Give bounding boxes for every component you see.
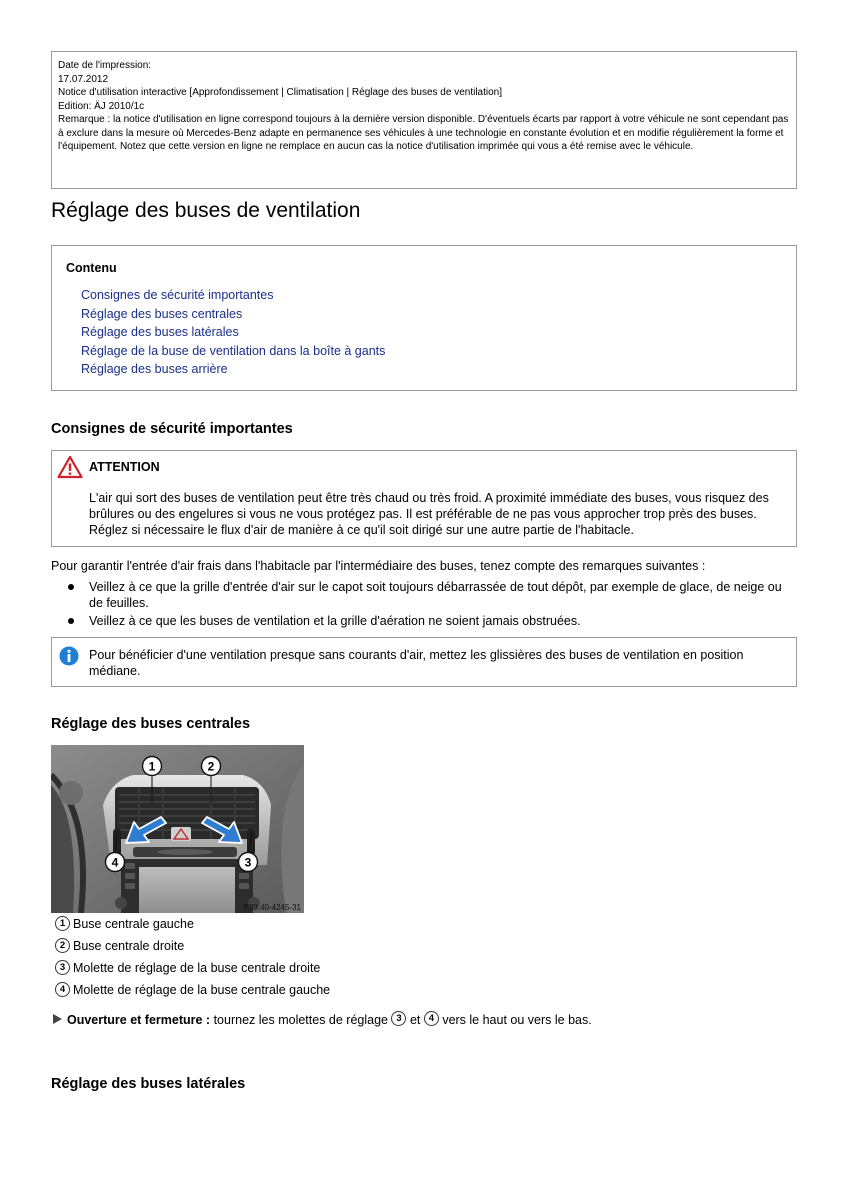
instruction-bold: Ouverture et fermeture : [67,1013,211,1027]
bullet-dot-icon [68,618,74,624]
legend-label: Buse centrale droite [73,939,185,953]
number-4-icon: 4 [424,1011,439,1026]
legend-label: Molette de réglage de la buse centrale droite [73,961,321,975]
edition: Edition: ÄJ 2010/1c [58,100,145,112]
legend-label: Buse centrale gauche [73,917,194,931]
instruction-text-after: vers le haut ou vers le bas. [438,1013,592,1027]
section-heading-safety: Consignes de sécurité importantes [51,421,293,437]
legend-label: Molette de réglage de la buse centrale gauche [73,983,331,997]
legend-number-icon: 1 [55,916,70,931]
callout-3 [239,853,258,872]
toc-link-central[interactable]: Réglage des buses centrales [81,306,243,321]
info-text: Pour bénéficier d'une ventilation presque sans courants d'air, mettez les glissières des buses de ventilation en position médiane. [89,648,744,678]
toc-title: Contenu [66,261,117,275]
svg-text:3: 3 [244,855,252,870]
number-3-icon: 3 [391,1011,406,1026]
attention-text: L'air qui sort des buses de ventilation peut être très chaud ou très froid. A proximité immédiate des buses, vous risquez des brûlures ou des engelures si vous ne vous protégez pas. Il est préférable de ne pas vous approcher trop près des buses. Réglez si nécessaire le flux d'air de manière à ce qu'il soit dirigé sur une autre partie de l'habitacle. [89,491,769,537]
toc-list [81,286,385,379]
attention-label: ATTENTION [89,460,160,474]
svg-text:2: 2 [207,759,215,774]
section-heading-lateral: Réglage des buses latérales [51,1076,246,1092]
central-vents-figure [51,745,304,913]
svg-text:1: 1 [148,759,156,774]
play-arrow-icon [53,1014,62,1024]
svg-text:4: 4 [111,855,119,870]
print-date: 17.07.2012 [58,73,109,85]
info-box [51,637,797,687]
warning-icon [57,455,83,479]
toc-link-rear[interactable]: Réglage des buses arrière [81,362,228,377]
instruction-step [53,1011,592,1029]
toc-link-glovebox[interactable]: Réglage de la buse de ventilation dans la boîte à gants [81,343,386,358]
legend-number-icon: 4 [55,982,70,997]
list-item-text: Veillez à ce que la grille d'entrée d'air sur le capot soit toujours débarrassée de tout dépôt, par exemple de glace, de neige ou de feuilles. [89,580,782,610]
callout-2 [202,757,221,776]
print-info-box [51,51,797,189]
list-item [70,579,785,611]
bullet-dot-icon [68,584,74,590]
list-item-text: Veillez à ce que les buses de ventilation et la grille d'aération ne soient jamais obstruées. [89,614,581,628]
instruction-connector: et [406,1013,424,1027]
breadcrumb: Notice d'utilisation interactive [Approfondissement | Climatisation | Réglage des buses de ventilation] [58,87,503,98]
instruction-text-before: tournez les molettes de réglage [210,1013,392,1027]
list-item [70,613,785,629]
page-title: Réglage des buses de ventilation [51,199,361,222]
legend-number-icon: 2 [55,938,70,953]
figure-code: P83.40-4245-31 [243,903,301,912]
print-date-label: Date de l'impression: [58,60,152,71]
legend-number-icon: 3 [55,960,70,975]
callout-4 [106,853,125,872]
toc-box [51,245,797,391]
remark: Remarque : la notice d'utilisation en ligne correspond toujours à la dernière version disponible. D'éventuels écarts par rapport à votre véhicule ne sont cependant pas à exclure dans la mesure où Mercedes-Benz adapte en permanence ses véhicules à une technologie en constante évolution et en modifie régulièrement la forme et l'équipement. Notez que cette version en ligne ne remplace en aucun cas la notice d'utilisation imprimée qui vous a été remise avec le véhicule. [58,114,789,152]
callout-1 [143,757,162,776]
section-heading-central: Réglage des buses centrales [51,716,251,732]
info-icon [59,646,79,666]
attention-box [51,450,797,547]
toc-link-lateral[interactable]: Réglage des buses latérales [81,325,239,340]
intro-text: Pour garantir l'entrée d'air frais dans l'habitacle par l'intermédiaire des buses, tenez compte des remarques suivantes : [51,559,706,573]
toc-link-safety[interactable]: Consignes de sécurité importantes [81,288,274,302]
